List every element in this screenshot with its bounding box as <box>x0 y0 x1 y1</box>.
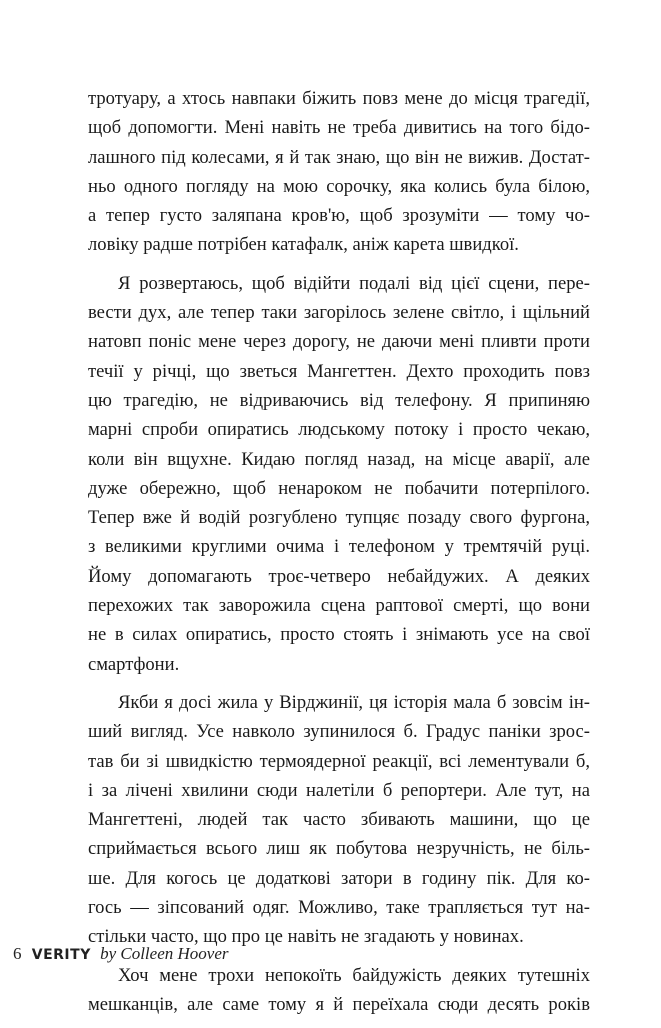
text-line: мешканців, але саме тому я й переїхала сюди десять років <box>88 993 590 1015</box>
text-line: стільки часто, що про це навіть не згадають у новинах. <box>88 926 524 948</box>
text-line: натовп поніс мене через дорогу, не даючи мені пливти проти <box>88 331 590 353</box>
text-line: цю трагедію, не відриваючись від телефону. Я припиняю <box>88 389 590 411</box>
text-line: Тепер вже й водій розгублено тупцяє позаду свого фургона, <box>88 507 590 529</box>
paragraph-2 <box>88 269 590 679</box>
book-title-logo: VERITY <box>31 947 91 963</box>
text-line: ньо одного погляду на мою сорочку, яка колись була білою, <box>88 175 590 197</box>
text-line: і за лічені хвилини сюди налетіли б репортери. Але тут, на <box>88 779 590 801</box>
page-footer <box>13 944 228 964</box>
page-number: 6 <box>13 944 22 963</box>
text-line: а тепер густо заляпана кров'ю, щоб зрозуміти — тому чо- <box>88 205 590 227</box>
text-line: перехожих так заворожила сцена раптової смерті, що вони <box>88 595 590 617</box>
text-line: не в силах опиратись, просто стоять і знімають усе на свої <box>88 624 590 646</box>
text-line: лашного під колесами, я й так знаю, що він не вижив. Достат- <box>88 146 590 168</box>
text-line: вести дух, але тепер таки загорілось зелене світло, і щільний <box>88 302 590 324</box>
text-line: коли він вщухне. Кидаю погляд назад, на місце аварії, але <box>88 448 590 470</box>
text-line: з великими круглими очима і телефоном у тремтячій руці. <box>88 536 590 558</box>
text-line: Хоч мене трохи непокоїть байдужість деяких тутешніх <box>118 964 590 986</box>
paragraph-1 <box>88 84 590 260</box>
text-line: гось — зіпсований одяг. Можливо, таке трапляється тут на- <box>88 897 590 919</box>
book-author: by Colleen Hoover <box>100 944 229 963</box>
text-line: дуже обережно, щоб ненароком не побачити потерпілого. <box>88 477 590 499</box>
text-line: тротуару, а хтось навпаки біжить повз мене до місця трагедії, <box>88 88 590 109</box>
page-body <box>88 84 590 1028</box>
text-line: ше. Для когось це додаткові затори в годину пік. Для ко- <box>88 867 590 889</box>
text-line: течії у річці, що зветься Мангеттен. Дехто проходить повз <box>88 360 590 382</box>
text-line: Я розвертаюсь, щоб відійти подалі від цієї сцени, пере- <box>118 272 590 294</box>
text-line: смартфони. <box>88 653 180 675</box>
text-line: Якби я досі жила у Вірджинії, ця історія мала б зовсім ін- <box>118 691 590 713</box>
text-line: Мангеттені, людей так часто збивають машини, що це <box>88 809 590 831</box>
text-line: тав би зі швидкістю термоядерної реакції, всі лементували б, <box>88 750 590 772</box>
paragraph-4 <box>88 961 590 1020</box>
text-line: Йому допомагають троє-четверо небайдужих. А деяких <box>88 565 590 587</box>
text-line: ловіку радше потрібен катафалк, аніж карета швидкої. <box>88 234 519 256</box>
text-line: сприймається всього лиш як побутова незручність, не біль- <box>88 838 590 860</box>
paragraph-3 <box>88 688 590 952</box>
text-line: ший вигляд. Усе навколо зупинилося б. Градус паніки зрос- <box>88 721 590 743</box>
text-line: марні спроби опиратись людському потоку і просто чекаю, <box>88 419 590 441</box>
text-line: щоб допомогти. Мені навіть не треба дивитись на того бідо- <box>88 117 590 139</box>
